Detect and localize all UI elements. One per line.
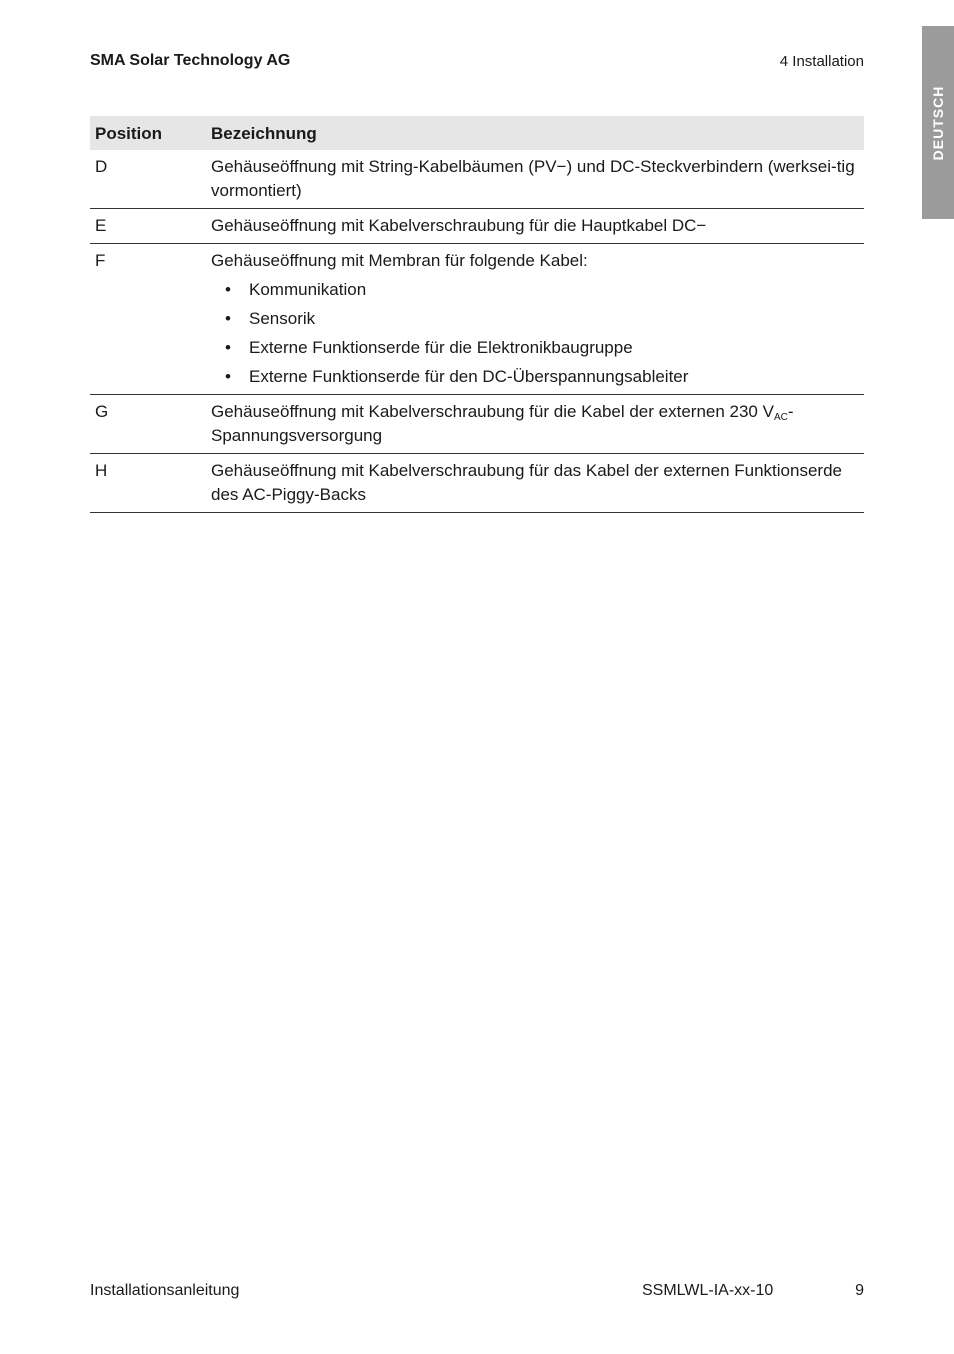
position-table [90,116,864,513]
page-number: 9 [855,1282,864,1299]
table-row [90,395,864,454]
row-position: G [90,395,206,454]
column-header-position: Position [90,116,206,150]
table-row [90,454,864,513]
row-description: Gehäuseöffnung mit String-Kabelbäumen (PV−) und DC-Steckverbindern (werksei-tig vormontiert) [206,150,864,209]
row-description: Gehäuseöffnung mit Membran für folgende Kabel: [211,251,588,270]
list-item: • Sensorik [211,307,859,331]
list-item: • Externe Funktionserde für den DC-Überspannungsableiter [211,365,859,389]
row-position: F [90,244,206,395]
cable-list [211,278,859,389]
table-row [90,209,864,244]
list-item: • Externe Funktionserde für die Elektronikbaugruppe [211,336,859,360]
row-description-cell [206,395,864,454]
language-tab-label: DEUTSCH [930,85,946,160]
row-description: Gehäuseöffnung mit Kabelverschraubung für die Hauptkabel DC− [206,209,864,244]
language-tab [922,26,954,219]
row-position: E [90,209,206,244]
footer-doc-type: Installationsanleitung [90,1282,240,1299]
voltage-subscript: AC [773,412,788,423]
row-description: Gehäuseöffnung mit Kabelverschraubung für das Kabel der externen Funktionserde des AC-Piggy-Backs [206,454,864,513]
table-row [90,244,864,395]
header-section: 4 Installation [779,53,864,70]
list-item: • Kommunikation [211,278,859,302]
row-description: Gehäuseöffnung mit Kabelverschraubung für die Kabel der externen 230 V [211,402,774,421]
footer-doc-code: SSMLWL-IA-xx-10 [642,1282,774,1299]
table-header-row [90,116,864,150]
row-description-cell [206,244,864,395]
row-description-continued: -Spannungsversorgung [211,402,794,445]
header-company: SMA Solar Technology AG [90,52,291,69]
column-header-description: Bezeichnung [206,116,864,150]
row-position: D [90,150,206,209]
table-row [90,150,864,209]
row-position: H [90,454,206,513]
